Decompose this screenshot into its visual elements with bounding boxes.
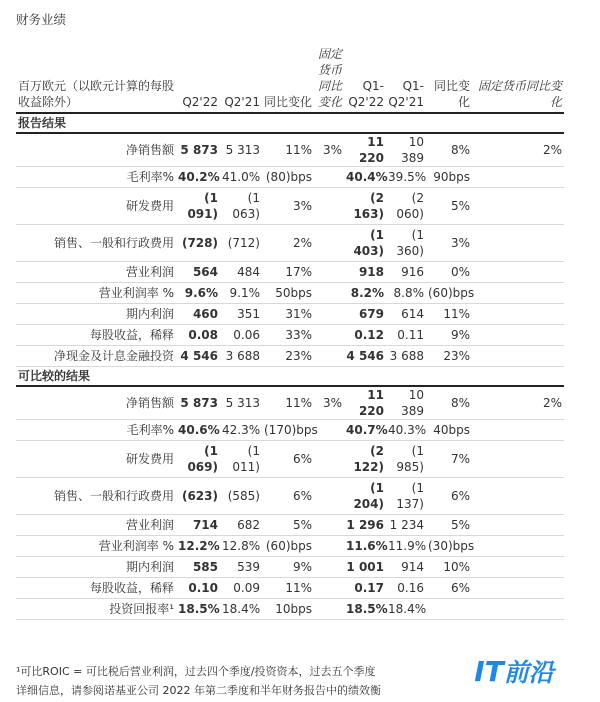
section-heading: 可比较的结果: [16, 367, 564, 387]
cell-q1q2-22: 4 546: [346, 349, 384, 363]
cell-q1q2-22: 918: [358, 265, 384, 279]
cell-q1q2-22: 40.4%: [346, 170, 388, 184]
cell-q1q2-21: 1 234: [389, 518, 424, 532]
col-q2-22-header: Q2'22: [182, 95, 218, 109]
cell-yoy: 33%: [285, 328, 312, 342]
table-row: [16, 386, 564, 420]
cell-q2-21: 682: [237, 518, 260, 532]
row-label: 销售、一般和行政费用: [53, 489, 174, 503]
cell-q1q2-21: (1 360): [396, 228, 424, 258]
table-row: [16, 536, 564, 557]
cell-yoy-cc: 3%: [322, 143, 342, 157]
cell-yoy2: 10%: [443, 560, 470, 574]
cell-q2-21: 351: [237, 307, 260, 321]
cell-yoy: (60)bps: [265, 539, 312, 553]
row-label: 期内利润: [125, 307, 174, 321]
cell-yoy-cc: [314, 515, 344, 536]
cell-q2-21: 5 313: [225, 143, 260, 157]
cell-yoy-cc: [314, 346, 344, 367]
cell-q1q2-21: 18.4%: [388, 602, 427, 616]
cell-q2-21: 3 688: [225, 349, 260, 363]
row-label: 毛利率%: [126, 423, 174, 437]
cell-q2-21: (1 011): [232, 444, 260, 474]
cell-q1q2-21: 0.16: [397, 581, 424, 595]
row-label: 营业利润: [125, 265, 174, 279]
cell-q1q2-22: (2 122): [353, 444, 384, 474]
cell-q2-21: 41.0%: [222, 170, 261, 184]
cell-yoy-cc: [314, 599, 344, 620]
cell-q1q2-21: 10 389: [401, 388, 424, 418]
cell-q1q2-21: 11.9%: [388, 539, 427, 553]
cell-q1q2-22: 11 220: [358, 388, 384, 418]
cell-q1q2-21: (1 985): [396, 444, 424, 474]
cell-q1q2-21: 39.5%: [388, 170, 427, 184]
cell-q2-21: 539: [237, 560, 260, 574]
cell-q2-22: 12.2%: [178, 539, 220, 553]
cell-q2-22: 40.2%: [178, 170, 220, 184]
footnote: [16, 662, 446, 700]
col-q2-21-header: Q2'21: [224, 95, 260, 109]
cell-yoy: 10bps: [275, 602, 312, 616]
cell-q2-21: 9.1%: [229, 286, 260, 300]
table-row: [16, 599, 564, 620]
cell-yoy2: (30)bps: [428, 539, 475, 553]
cell-q1q2-22: 11 220: [358, 135, 384, 165]
cell-yoy-cc2: [472, 167, 564, 188]
table-row: [16, 283, 564, 304]
cell-yoy-cc2: [472, 304, 564, 325]
cell-q2-22: (1 069): [187, 444, 218, 474]
cell-q2-21: 18.4%: [222, 602, 261, 616]
cell-yoy-cc: [314, 304, 344, 325]
table-row: [16, 225, 564, 262]
cell-q2-22: 4 546: [180, 349, 218, 363]
cell-yoy-cc: [314, 188, 344, 225]
section-heading-row: [16, 367, 564, 387]
cell-yoy: 11%: [285, 581, 312, 595]
cell-q1q2-22: 18.5%: [346, 602, 388, 616]
cell-yoy-cc2: [472, 420, 564, 441]
row-label: 净销售额: [125, 143, 174, 157]
col-label-header: 百万欧元（以欧元计算的每股收益除外）: [18, 79, 175, 109]
cell-q1q2-22: 40.7%: [346, 423, 388, 437]
cell-yoy2: [426, 599, 472, 620]
cell-q1q2-22: 1 001: [346, 560, 384, 574]
cell-yoy: (80)bps: [265, 170, 312, 184]
cell-q2-22: 40.6%: [178, 423, 220, 437]
row-label: 每股收益，稀释: [89, 328, 174, 342]
cell-yoy-cc2: [472, 536, 564, 557]
cell-yoy2: 9%: [450, 328, 470, 342]
table-row: [16, 478, 564, 515]
cell-yoy-cc: [314, 441, 344, 478]
watermark-it: IT: [474, 654, 504, 688]
table-row: [16, 346, 564, 367]
cell-q2-22: 0.10: [188, 581, 218, 595]
cell-yoy-cc: [314, 283, 344, 304]
table-row: [16, 578, 564, 599]
table-row: [16, 515, 564, 536]
row-label: 净现金及计息金融投资: [53, 349, 174, 363]
col-yoy-cc-header: 固定货币同比变化: [317, 47, 342, 109]
watermark-logo: [464, 648, 564, 694]
cell-yoy-cc2: [472, 441, 564, 478]
cell-yoy2: 23%: [443, 349, 470, 363]
section-heading: 报告结果: [16, 113, 564, 133]
cell-q2-21: 42.3%: [222, 423, 261, 437]
cell-yoy-cc2: [472, 578, 564, 599]
cell-yoy-cc: [314, 167, 344, 188]
header-row: [16, 46, 564, 113]
cell-q2-22: 585: [192, 560, 218, 574]
col-yoy2-header: 同比变化: [433, 79, 470, 109]
cell-q1q2-21: 3 688: [389, 349, 424, 363]
col-yoy-header: 同比变化: [264, 95, 313, 109]
cell-q1q2-22: 8.2%: [350, 286, 384, 300]
row-label: 每股收益，稀释: [89, 581, 174, 595]
cell-yoy2: 40bps: [433, 423, 470, 437]
col-q1q2-22-header: Q1-Q2'22: [348, 79, 384, 109]
cell-yoy: 6%: [292, 452, 312, 466]
cell-yoy: 9%: [292, 560, 312, 574]
cell-yoy: 11%: [285, 143, 312, 157]
cell-yoy: 3%: [292, 199, 312, 213]
table-row: [16, 325, 564, 346]
cell-yoy-cc2: [472, 346, 564, 367]
table-row: [16, 188, 564, 225]
cell-q1q2-21: 8.8%: [393, 286, 424, 300]
cell-yoy-cc2: [472, 599, 564, 620]
page-title: 财务业绩: [16, 12, 67, 27]
cell-yoy: 2%: [292, 236, 312, 250]
cell-q1q2-22: (2 163): [353, 191, 384, 221]
table-row: [16, 420, 564, 441]
cell-q1q2-22: 0.12: [354, 328, 384, 342]
cell-q1q2-22: 1 296: [346, 518, 384, 532]
cell-yoy: (170)bps: [264, 423, 318, 437]
cell-yoy2: (60)bps: [428, 286, 475, 300]
row-label: 期内利润: [125, 560, 174, 574]
row-label: 营业利润率 %: [98, 539, 174, 553]
cell-q2-21: 484: [237, 265, 260, 279]
col-yoy-cc2-header: 固定货币同比变化: [477, 79, 562, 109]
cell-yoy2: 7%: [450, 452, 470, 466]
cell-yoy: 6%: [292, 489, 312, 503]
cell-yoy-cc2: [472, 325, 564, 346]
cell-q2-21: (585): [227, 489, 260, 503]
cell-q2-22: 18.5%: [178, 602, 220, 616]
cell-yoy-cc2: [472, 225, 564, 262]
cell-q2-22: (728): [181, 236, 218, 250]
cell-q1q2-21: 10 389: [401, 135, 424, 165]
cell-yoy: 23%: [285, 349, 312, 363]
cell-q2-22: 5 873: [180, 396, 218, 410]
cell-q2-22: 460: [192, 307, 218, 321]
cell-q2-22: 564: [192, 265, 218, 279]
cell-yoy-cc: [314, 225, 344, 262]
watermark-fade: [390, 652, 466, 698]
cell-q2-21: 12.8%: [222, 539, 261, 553]
row-label: 营业利润: [125, 518, 174, 532]
table-row: [16, 304, 564, 325]
cell-yoy: 17%: [285, 265, 312, 279]
cell-yoy-cc2: [472, 478, 564, 515]
cell-yoy-cc2: [472, 262, 564, 283]
cell-yoy-cc: [314, 262, 344, 283]
cell-yoy2: 90bps: [433, 170, 470, 184]
table-row: [16, 557, 564, 578]
table-row: [16, 262, 564, 283]
cell-q1q2-21: (2 060): [396, 191, 424, 221]
cell-yoy-cc: [314, 557, 344, 578]
cell-yoy-cc: [314, 478, 344, 515]
row-label: 净销售额: [125, 396, 174, 410]
cell-yoy: 5%: [292, 518, 312, 532]
watermark-name: 前沿: [503, 658, 554, 687]
cell-yoy-cc2: 2%: [542, 143, 562, 157]
cell-yoy-cc2: [472, 283, 564, 304]
cell-yoy2: 8%: [450, 396, 470, 410]
row-label: 研发费用: [125, 199, 174, 213]
cell-yoy2: 8%: [450, 143, 470, 157]
cell-yoy: 31%: [285, 307, 312, 321]
cell-q1q2-22: 0.17: [354, 581, 384, 595]
cell-yoy2: 0%: [450, 265, 470, 279]
cell-q2-22: 9.6%: [184, 286, 218, 300]
footnote-line-1: ¹可比ROIC = 可比税后营业利润，过去四个季度/投资资本，过去五个季度: [16, 665, 376, 678]
financial-table: [16, 46, 564, 620]
cell-yoy2: 5%: [450, 518, 470, 532]
cell-q2-22: 0.08: [188, 328, 218, 342]
cell-q1q2-21: 0.11: [397, 328, 424, 342]
cell-q2-21: 0.06: [233, 328, 260, 342]
table-row: [16, 133, 564, 167]
cell-yoy-cc: [314, 325, 344, 346]
row-label: 营业利润率 %: [98, 286, 174, 300]
cell-yoy-cc: [314, 536, 344, 557]
cell-q1q2-22: 11.6%: [346, 539, 388, 553]
cell-yoy-cc: [314, 578, 344, 599]
table-row: [16, 167, 564, 188]
cell-yoy: 50bps: [275, 286, 312, 300]
cell-q1q2-21: 914: [401, 560, 424, 574]
cell-q1q2-21: (1 137): [396, 481, 424, 511]
cell-yoy-cc: [314, 420, 344, 441]
cell-q2-21: 5 313: [225, 396, 260, 410]
cell-yoy2: 5%: [450, 199, 470, 213]
cell-yoy2: 11%: [443, 307, 470, 321]
cell-yoy-cc2: 2%: [542, 396, 562, 410]
cell-yoy: 11%: [285, 396, 312, 410]
cell-yoy-cc: 3%: [322, 396, 342, 410]
cell-q1q2-22: 679: [358, 307, 384, 321]
cell-yoy-cc2: [472, 188, 564, 225]
row-label: 研发费用: [125, 452, 174, 466]
cell-yoy-cc2: [472, 557, 564, 578]
footnote-line-2: 详细信息，请参阅诺基亚公司 2022 年第二季度和半年财务报告中的绩效衡: [16, 684, 381, 697]
cell-q1q2-21: 916: [401, 265, 424, 279]
cell-q2-22: (1 091): [187, 191, 218, 221]
cell-q1q2-21: 614: [401, 307, 424, 321]
cell-q2-22: 714: [192, 518, 218, 532]
cell-q2-21: (712): [227, 236, 260, 250]
row-label: 毛利率%: [126, 170, 174, 184]
cell-q1q2-22: (1 204): [353, 481, 384, 511]
table-row: [16, 441, 564, 478]
cell-q2-21: (1 063): [232, 191, 260, 221]
cell-yoy2: 6%: [450, 581, 470, 595]
section-heading-row: [16, 113, 564, 133]
row-label: 投资回报率¹: [109, 602, 174, 616]
cell-q1q2-21: 40.3%: [388, 423, 427, 437]
row-label: 销售、一般和行政费用: [53, 236, 174, 250]
col-q1q2-21-header: Q1-Q2'21: [388, 79, 424, 109]
cell-q2-22: 5 873: [180, 143, 218, 157]
cell-q2-22: (623): [181, 489, 218, 503]
cell-yoy2: 6%: [450, 489, 470, 503]
cell-yoy2: 3%: [450, 236, 470, 250]
cell-yoy-cc2: [472, 515, 564, 536]
cell-q1q2-22: (1 403): [353, 228, 384, 258]
cell-q2-21: 0.09: [233, 581, 260, 595]
